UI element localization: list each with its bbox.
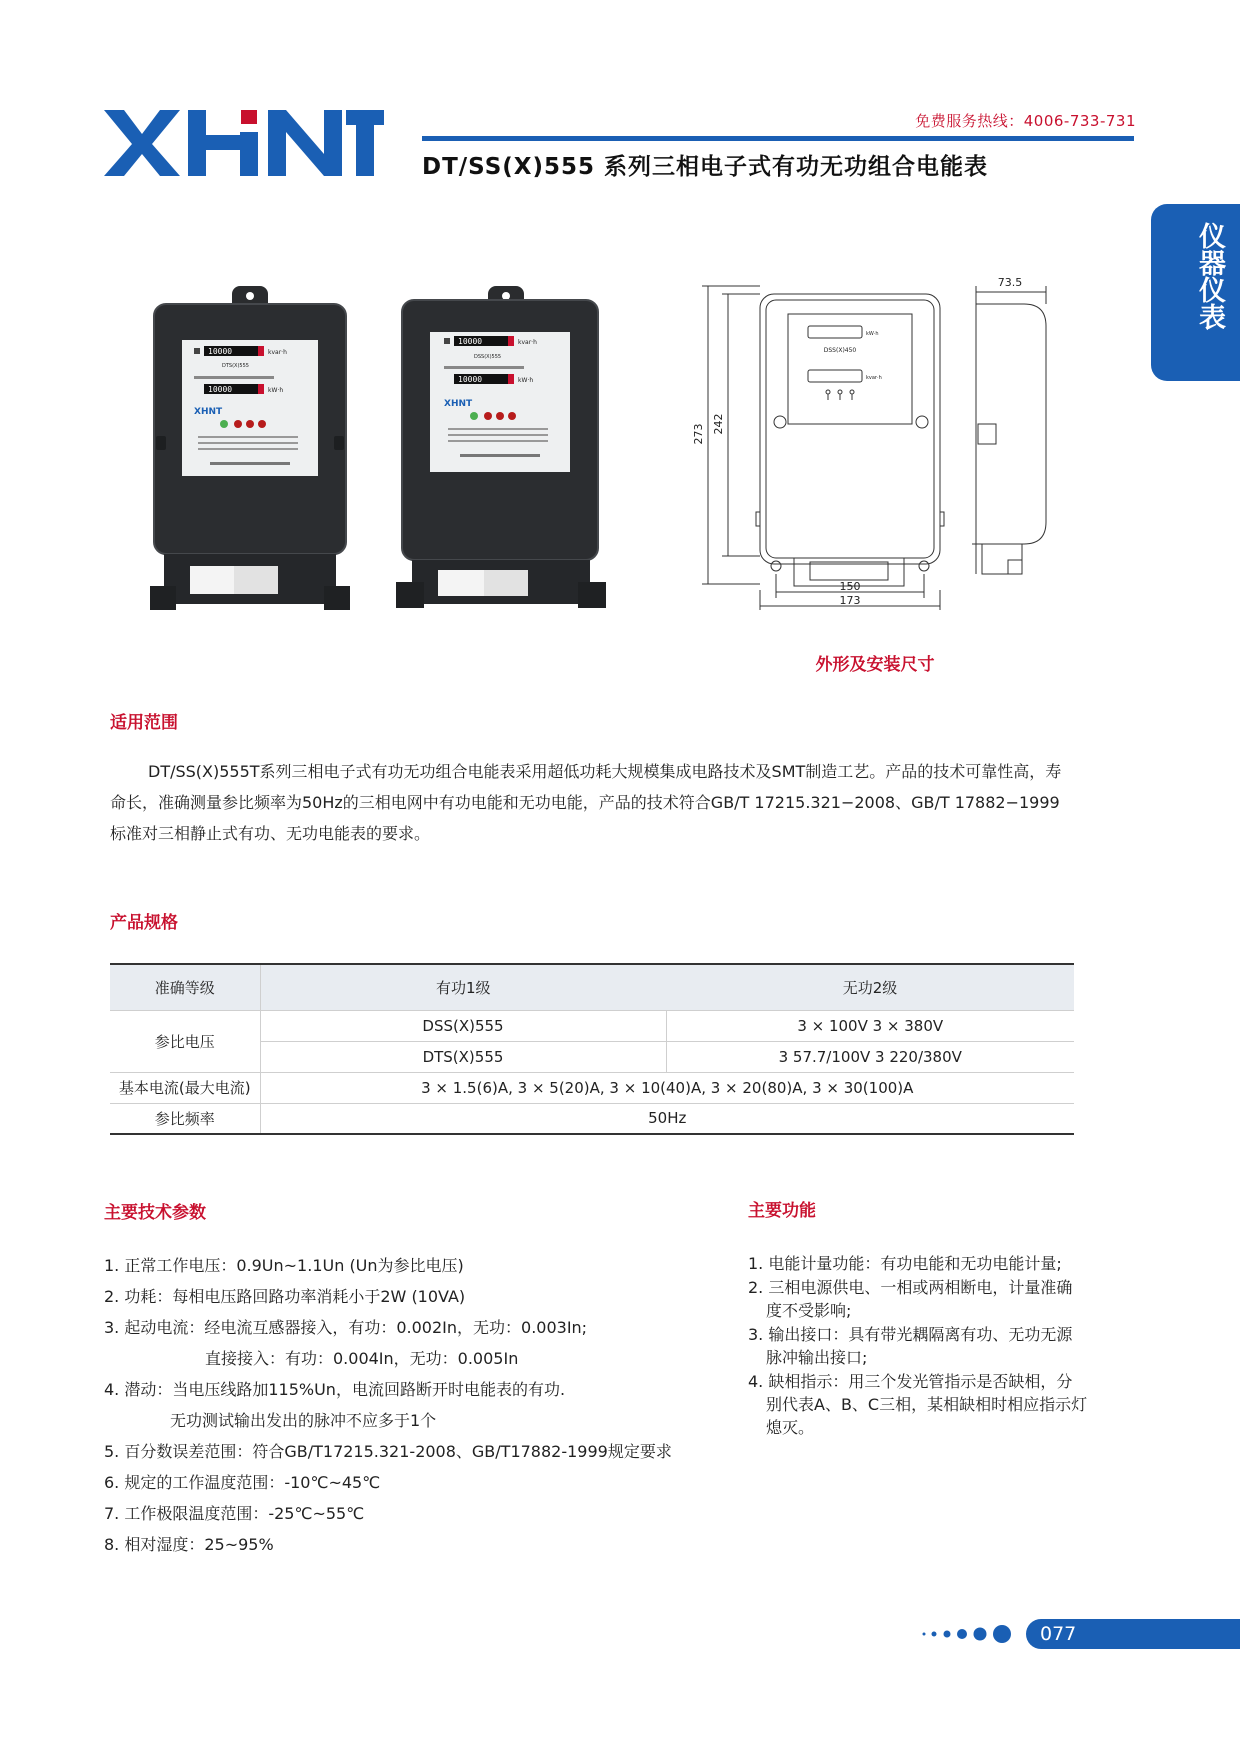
spec-voltage-value: 3 57.7/100V 3 220/380V [666,1041,1074,1072]
category-side-tab[interactable] [1151,204,1240,381]
svg-text:kW·h: kW·h [866,331,879,337]
svg-text:10000: 10000 [208,385,233,394]
dimension-drawing-front [690,274,960,620]
svg-text:kW·h: kW·h [268,387,284,394]
dimension-drawing-side [968,274,1058,620]
spec-header-reactive: 无功2级 [666,964,1074,1010]
spec-model-cell: DSS(X)555 [260,1010,666,1041]
list-item: 5. 百分数误差范围：符合GB/T17215.321-2008、GB/T17882-1999规定要求 [104,1442,672,1461]
list-item: 直接接入：有功：0.004In，无功：0.005In [205,1349,519,1368]
spec-heading: 产品规格 [110,913,178,933]
list-item: 2. 三相电源供电、一相或两相断电，计量准确度不受影响; [748,1278,1073,1320]
svg-text:150: 150 [839,580,861,593]
page-title: DT/SS(X)555 系列三相电子式有功无功组合电能表 [422,154,989,180]
list-item: 1. 正常工作电压：0.9Un~1.1Un (Un为参比电压) [104,1256,464,1275]
svg-text:XHNT: XHNT [444,399,473,409]
list-item: 2. 功耗：每相电压路回路功率消耗小于2W (10VA) [104,1287,466,1306]
svg-text:10000: 10000 [208,347,233,356]
svg-text:10000: 10000 [458,375,483,384]
list-item: 3. 起动电流：经电流互感器接入，有功：0.002In，无功：0.003In; [104,1318,588,1337]
scope-paragraph: DT/SS(X)555T系列三相电子式有功无功组合电能表采用超低功耗大规模集成电路技术及SMT制造工艺。产品的技术可靠性高，寿命长，准确测量参比频率为50Hz的三相电网中有功电能和无功电能，产品的技术符合GB/T 17215.321−2008、GB/T 17882−1999标准对三相静止式有功、无功电能表的要求。 [110,762,1062,843]
svg-text:73.5: 73.5 [997,276,1023,289]
spec-current-value: 3 × 1.5(6)A, 3 × 5(20)A, 3 × 10(40)A, 3 × 20(80)A, 3 × 30(100)A [260,1072,1074,1103]
svg-text:173: 173 [839,594,861,607]
list-item: 4. 潜动：当电压线路加115%Un，电流回路断开时电能表的有功. [104,1380,566,1399]
spec-voltage-label: 参比电压 [110,1010,260,1072]
scope-heading: 适用范围 [110,713,178,733]
svg-text:273: 273 [692,423,705,445]
hotline-text: 免费服务热线：4006-733-731 [915,112,1136,130]
svg-text:DSS(X)555: DSS(X)555 [474,354,502,360]
list-item: 8. 相对湿度：25~95% [104,1535,274,1554]
list-item: 1. 电能计量功能：有功电能和无功电能计量; [748,1254,1062,1273]
spec-table [110,963,1074,1135]
svg-text:kvar·h: kvar·h [866,375,882,381]
spec-current-label: 基本电流(最大电流) [110,1072,260,1103]
svg-text:kvar·h: kvar·h [518,339,537,346]
page-dots-decoration [916,1619,1028,1649]
svg-text:10000: 10000 [458,337,483,346]
spec-header-active: 有功1级 [260,964,666,1010]
header-rule [422,136,1134,141]
spec-freq-value: 50Hz [260,1103,1074,1134]
functions-list [748,1252,1088,1440]
table-row [110,1103,1074,1134]
spec-voltage-value: 3 × 100V 3 × 380V [666,1010,1074,1041]
table-row [110,1072,1074,1103]
list-item: 6. 规定的工作温度范围：-10℃~45℃ [104,1473,381,1492]
tech-params-heading: 主要技术参数 [104,1203,206,1223]
spec-freq-label: 参比频率 [110,1103,260,1134]
figure-caption: 外形及安装尺寸 [815,655,935,675]
svg-text:DSS(X)450: DSS(X)450 [823,347,857,354]
svg-text:kW·h: kW·h [518,377,534,384]
list-item: 7. 工作极限温度范围：-25℃~55℃ [104,1504,365,1523]
meter-photo-1 [150,286,350,616]
svg-text:242: 242 [712,413,725,435]
list-item: 4. 缺相指示：用三个发光管指示是否缺相，分别代表A、B、C三相，某相缺相时相应指示灯熄灭。 [748,1372,1088,1437]
spec-table-header-row [110,964,1074,1010]
meter-photo-2 [394,286,608,616]
spec-model-cell: DTS(X)555 [260,1041,666,1072]
svg-text:DTS(X)555: DTS(X)555 [222,363,249,369]
svg-text:XHNT: XHNT [194,407,223,417]
list-item: 无功测试输出发出的脉冲不应多于1个 [170,1411,437,1430]
list-item: 3. 输出接口：具有带光耦隔离有功、无功无源脉冲输出接口; [748,1325,1073,1367]
category-side-tab-label: 仪器仪表 [1194,222,1225,330]
spec-header-accuracy: 准确等级 [110,964,260,1010]
table-row [110,1010,1074,1041]
page-number: 077 [1026,1619,1240,1649]
xhnt-logo [104,108,384,178]
svg-text:kvar·h: kvar·h [268,349,287,356]
tech-params-list [104,1250,744,1560]
functions-heading: 主要功能 [748,1201,816,1221]
